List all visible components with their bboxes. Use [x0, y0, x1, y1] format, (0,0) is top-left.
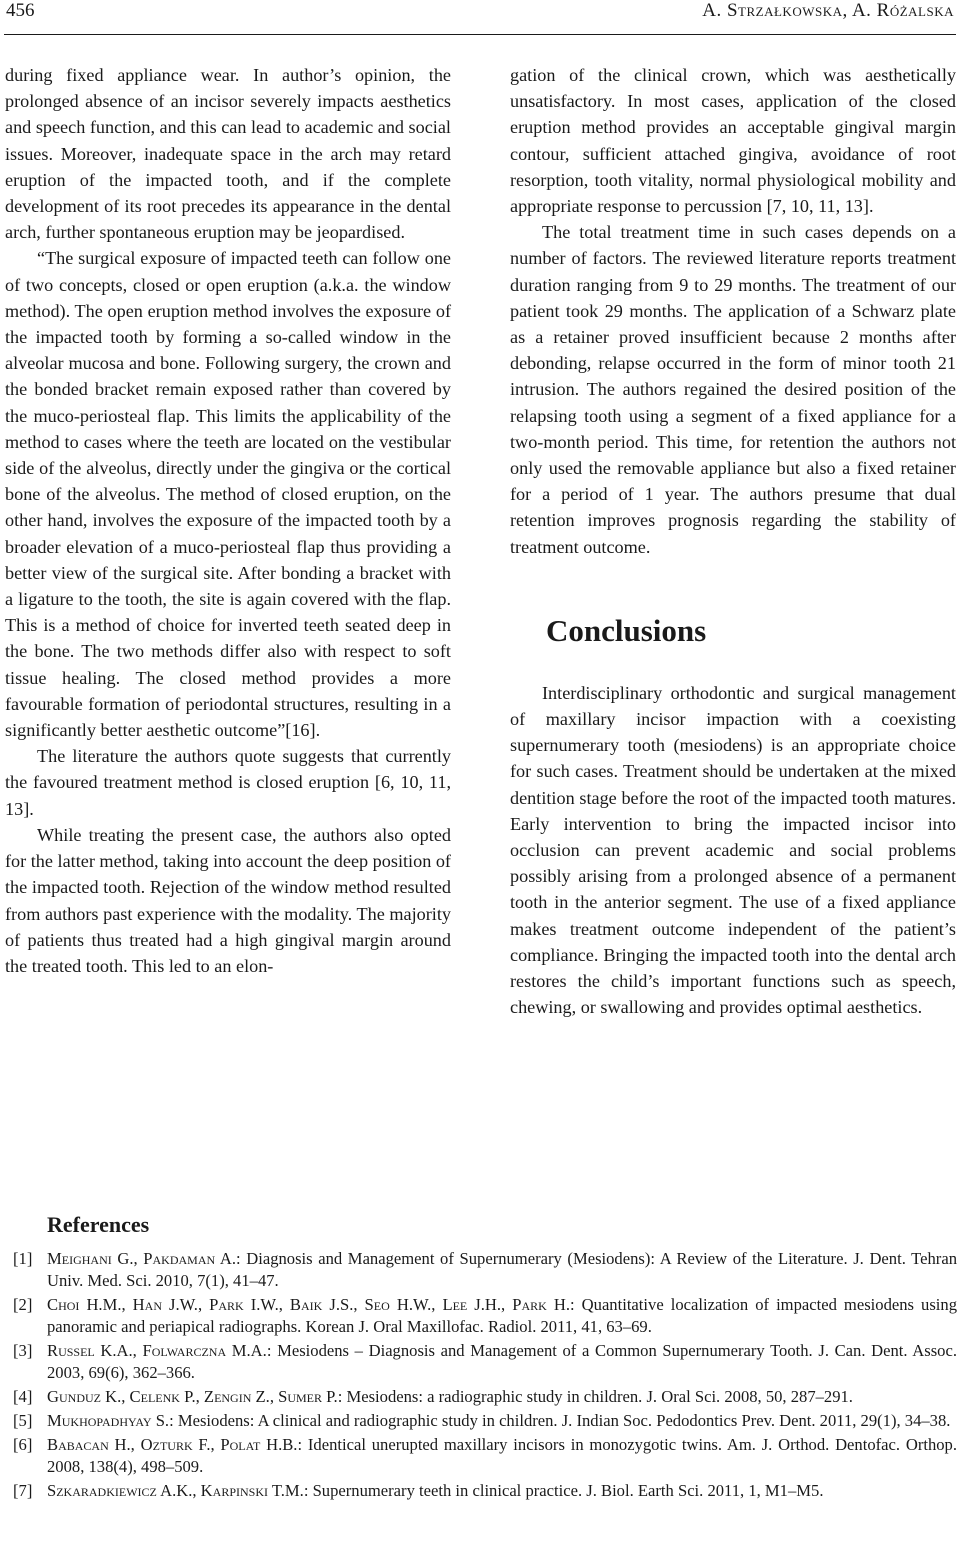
- reference-number: [7]: [13, 1481, 33, 1500]
- body-paragraph: While treating the present case, the authors also opted for the latter method, taking into account the deep position of the impacted tooth. Rejection of the window method resulted from authors past experience with the modality. The majority of patients thus treated had a high gingival margin around the treated tooth. This led to an elon-: [5, 824, 451, 976]
- references-heading: References: [47, 1212, 150, 1237]
- reference-authors: Meighani G., Pakdaman A.: [47, 1249, 236, 1268]
- reference-item: [5, 1434, 957, 1478]
- reference-text: : Diagnosis and Management of Supernumerary (Mesiodens): A Review of the Literature. J. Dent. Tehran Univ. Med. Sci. 2010, 7(1), 41–47.: [47, 1249, 957, 1290]
- reference-text: : Supernumerary teeth in clinical practice. J. Biol. Earth Sci. 2011, 1, M1–M5.: [303, 1481, 824, 1500]
- page-header: [4, 0, 956, 30]
- reference-item: [5, 1480, 957, 1502]
- running-head-authors: A. Strzałkowska, A. Różalska: [702, 0, 954, 21]
- references-section: [5, 1212, 957, 1504]
- conclusions-paragraph: Interdisciplinary orthodontic and surgical management of maxillary incisor impaction with a coexisting supernumerary tooth (mesiodens) is an appropriate choice for such cases. Treatment should be undertaken at the mixed dentition stage before the root of the impacted tooth matures. Early intervention to bring the impacted incisor into occlusion can prevent academic and social problems possibly arising from a prolonged absence of a permanent tooth in the anterior segment. The use of a fixed appliance makes treatment outcome independent of the patient’s compliance. Bringing the impacted tooth into the dental arch restores the child’s important functions such as speech, chewing, or swallowing and provides optimal aesthetics.: [510, 682, 956, 1018]
- reference-text: : Quantitative localization of impacted mesiodens using panoramic and periapical radiographs. Korean J. Oral Maxillofac. Radiol. 2011, 41, 63–69.: [47, 1295, 957, 1336]
- reference-authors: Gunduz K., Celenk P., Zengin Z., Sumer P.: [47, 1387, 338, 1406]
- reference-item: [5, 1340, 957, 1384]
- header-rule: [4, 34, 956, 35]
- body-paragraph: The literature the authors quote suggests that currently the favoured treatment method is closed eruption [6, 10, 11, 13].: [5, 746, 451, 819]
- reference-item: [5, 1410, 957, 1432]
- reference-number: [5]: [13, 1411, 33, 1430]
- reference-text: : Mesiodens – Diagnosis and Management of a Common Supernumerary Tooth. J. Can. Dent. Assoc. 2003, 69(6), 362–366.: [47, 1341, 957, 1382]
- reference-number: [3]: [13, 1341, 33, 1360]
- reference-number: [6]: [13, 1435, 33, 1454]
- reference-number: [4]: [13, 1387, 33, 1406]
- reference-authors: Babacan H., Ozturk F., Polat H.B.: [47, 1435, 298, 1454]
- body-paragraph: The total treatment time in such cases depends on a number of factors. The reviewed literature reports treatment duration ranging from 9 to 29 months. The treatment of our patient took 29 months. The application of a Schwarz plate as a retainer proved insufficient because 2 months after debonding, relapse occurred in the form of minor tooth 21 intrusion. The authors regained the desired position of the relapsing tooth using a segment of a fixed appliance for a two-month period. This time, for retention the authors not only used the removable appliance but also a fixed retainer for a period of 1 year. The authors presume that dual retention improves prognosis regarding the stability of treatment outcome.: [510, 222, 956, 557]
- conclusions-heading: Conclusions: [546, 612, 707, 648]
- reference-number: [2]: [13, 1295, 33, 1314]
- body-paragraph: during fixed appliance wear. In author’s opinion, the prolonged absence of an incisor severely impacts aesthetics and speech function, and this can lead to academic and social issues. Moreover, inadequate space in the arch may retard eruption of the impacted tooth, and if the complete development of its root precedes its appearance in the dental arch, further spontaneous eruption may be jeopardised.: [5, 65, 451, 243]
- reference-text: : Identical unerupted maxillary incisors in monozygotic twins. Am. J. Orthod. Dentofac. Orthop. 2008, 138(4), 498–509.: [47, 1435, 957, 1476]
- page-number: 456: [6, 0, 35, 21]
- reference-item: [5, 1386, 957, 1408]
- reference-item: [5, 1248, 957, 1292]
- reference-authors: Russel K.A., Folwarczna M.A.: [47, 1341, 267, 1360]
- reference-authors: Szkaradkiewicz A.K., Karpinski T.M.: [47, 1481, 304, 1500]
- reference-list: [5, 1248, 957, 1502]
- body-paragraph: gation of the clinical crown, which was aesthetically unsatisfactory. In most cases, application of the closed eruption method provides an acceptable gingival margin contour, sufficient attached gingiva, avoidance of root resorption, tooth vitality, normal physiological mobility and appropriate response to percussion [7, 10, 11, 13].: [510, 65, 956, 217]
- reference-text: : Mesiodens: a radiographic study in children. J. Oral Sci. 2008, 50, 287–291.: [337, 1387, 853, 1406]
- reference-authors: Mukhopadhyay S.: [47, 1411, 170, 1430]
- reference-item: [5, 1294, 957, 1338]
- body-paragraph: “The surgical exposure of impacted teeth can follow one of two concepts, closed or open eruption (a.k.a. the window method). The open eruption method involves the exposure of the impacted tooth by forming a so-called window in the alveolar mucosa and bone. Following surgery, the crown and the bonded bracket remain exposed rather than covered by the muco-periosteal flap. This limits the applicability of the method to cases where the teeth are located on the vestibular side of the alveolus, directly under the gingiva or the cortical bone of the alveolus. The method of closed eruption, on the other hand, involves the exposure of the impacted tooth by a broader elevation of a muco-periosteal flap thus providing a better view of the surgical site. After bonding a bracket with a ligature to the tooth, the site is again covered with the flap. This is a method of choice for inverted teeth seated deep in the bone. The two methods differ also with respect to soft tissue healing. The closed method provides a more favourable formation of periodontal structures, resulting in a significantly better aesthetic outcome”[16].: [5, 248, 451, 741]
- reference-number: [1]: [13, 1249, 33, 1268]
- left-column: [5, 62, 451, 979]
- reference-text: : Mesiodens: A clinical and radiographic study in children. J. Indian Soc. Pedodontics Prev. Dent. 2011, 29(1), 34–38.: [169, 1411, 951, 1430]
- reference-authors: Choi H.M., Han J.W., Park I.W., Baik J.S., Seo H.W., Lee J.H., Park H.: [47, 1295, 570, 1314]
- right-column: [510, 62, 956, 1021]
